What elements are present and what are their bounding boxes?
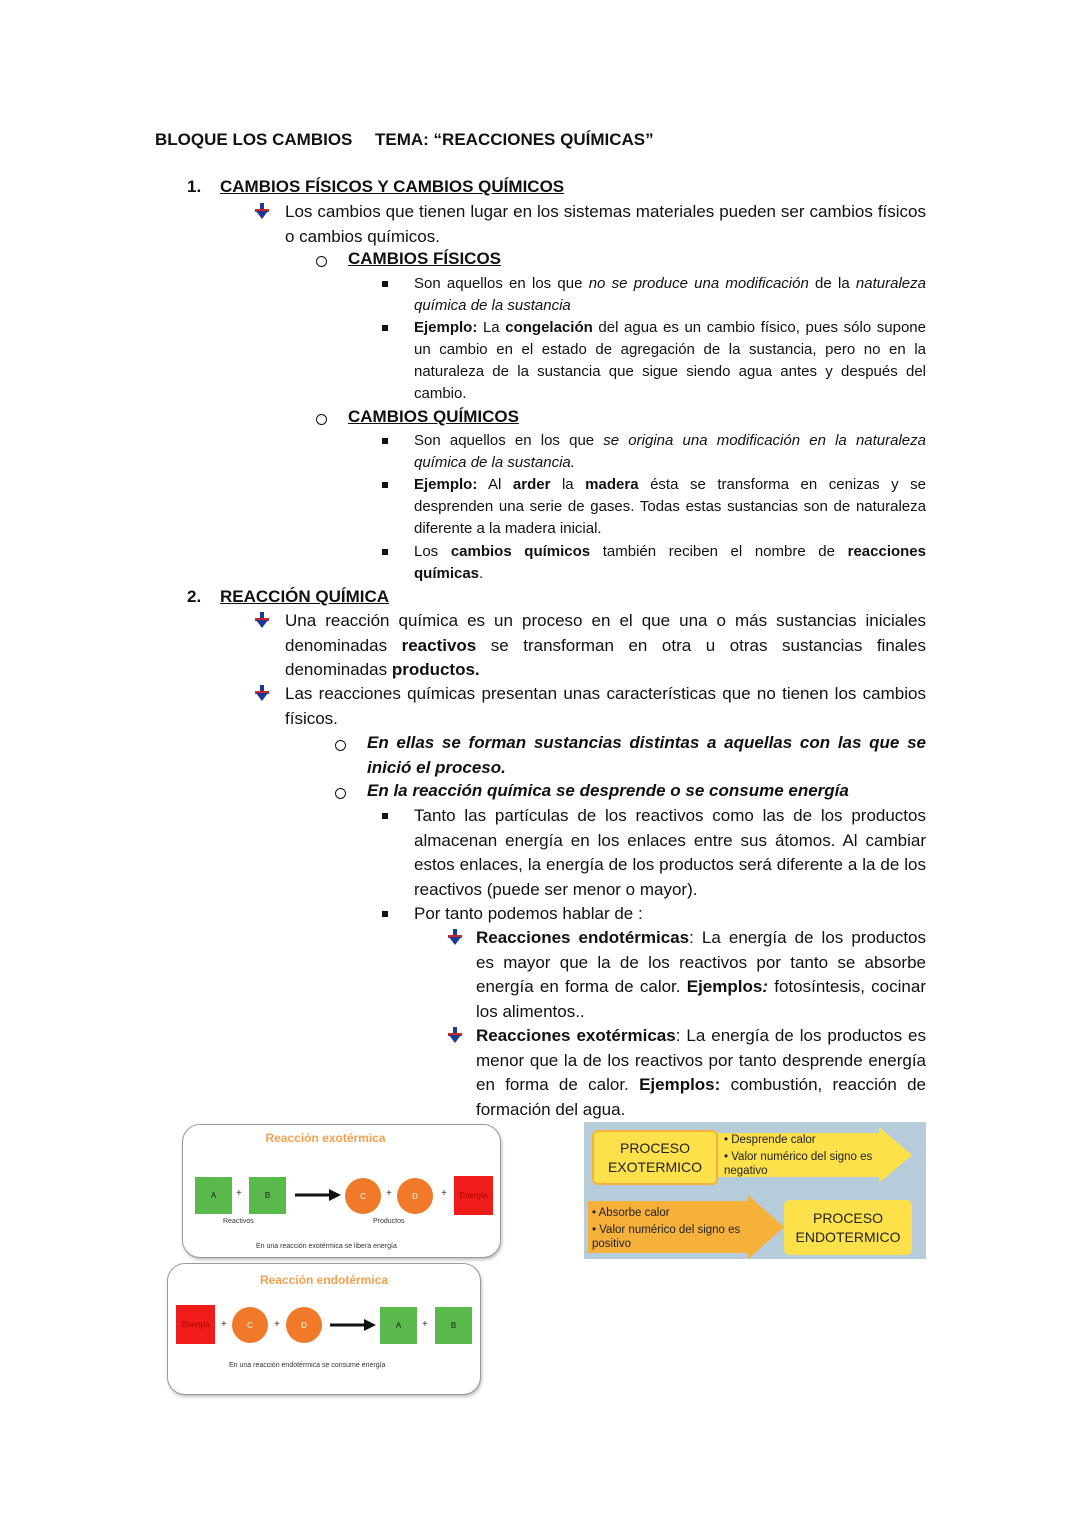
circle-bullet-icon bbox=[335, 740, 346, 751]
diagram-caption: En una reacción endotérmica se consume energía bbox=[229, 1362, 386, 1369]
square-bullet-icon bbox=[382, 325, 388, 331]
circle-bullet-icon bbox=[335, 788, 346, 799]
plus-sign: + bbox=[274, 1319, 280, 1330]
arrow-down-bullet-icon bbox=[446, 1026, 464, 1044]
chemical-changes-title: CAMBIOS QUÍMICOS bbox=[348, 407, 519, 426]
product-a: A bbox=[380, 1307, 417, 1344]
reaction-arrow-icon bbox=[295, 1189, 341, 1201]
endothermic-point-1: • Absorbe calor bbox=[592, 1207, 670, 1219]
reactant-b: B bbox=[249, 1177, 286, 1214]
characteristic-energy: En la reacción química se desprende o se consume energía bbox=[367, 781, 849, 800]
arrow-down-bullet-icon bbox=[253, 611, 271, 629]
endothermic-reaction-diagram bbox=[167, 1263, 481, 1395]
section2-number: 2. bbox=[187, 587, 202, 606]
arrow-down-bullet-icon bbox=[253, 684, 271, 702]
products-label: Productos bbox=[373, 1218, 405, 1225]
energy-types-intro: Por tanto podemos hablar de : bbox=[414, 904, 643, 923]
square-bullet-icon bbox=[382, 813, 388, 819]
exothermic-reaction-diagram bbox=[182, 1124, 501, 1258]
reactants-label: Reactivos bbox=[223, 1218, 254, 1225]
process-summary-panel bbox=[584, 1122, 926, 1259]
reactant-c: C bbox=[232, 1307, 268, 1343]
endothermic-process-label: PROCESO ENDOTERMICO bbox=[784, 1200, 912, 1255]
exothermic-point-1: • Desprende calor bbox=[724, 1134, 816, 1146]
endothermic-point-2: • Valor numérico del signo es positivo bbox=[592, 1224, 741, 1250]
arrow-down-bullet-icon bbox=[446, 928, 464, 946]
plus-sign: + bbox=[441, 1188, 447, 1199]
plus-sign: + bbox=[386, 1188, 392, 1199]
reaction-characteristics: Las reacciones químicas presentan unas características que no tienen los cambios físicos. bbox=[285, 684, 926, 728]
chemical-changes-note: Los cambios químicos también reciben el nombre de reacciones químicas. bbox=[414, 543, 926, 582]
endothermic-description: Reacciones endotérmicas: La energía de los productos es mayor que la de los reactivos por tanto se absorbe energía en forma de calor. Ejemplos: fotosíntesis, cocinar los alimentos.. bbox=[476, 928, 927, 1021]
exothermic-point-2: • Valor numérico del signo es negativo bbox=[724, 1151, 873, 1177]
square-bullet-icon bbox=[382, 482, 388, 488]
circle-bullet-icon bbox=[316, 256, 327, 267]
exothermic-description: Reacciones exotérmicas: La energía de los productos es menor que la de los reactivos por tanto desprende energía en forma de calor. Ejemplos: combustión, reacción de formación del agua. bbox=[476, 1026, 926, 1119]
reaction-arrow-icon bbox=[330, 1319, 376, 1331]
arrow-down-bullet-icon bbox=[253, 202, 271, 220]
header-block: BLOQUE LOS CAMBIOS bbox=[155, 130, 353, 149]
plus-sign: + bbox=[236, 1188, 242, 1199]
plus-sign: + bbox=[422, 1319, 428, 1330]
square-bullet-icon bbox=[382, 438, 388, 444]
plus-sign: + bbox=[221, 1319, 227, 1330]
physical-changes-example: Ejemplo: La congelación del agua es un cambio físico, pues sólo supone un cambio en el estado de agregación de la sustancia, pero no en la naturaleza de la sustancia que sigue siendo agua antes y después del cambio. bbox=[414, 319, 926, 402]
energy-explanation: Tanto las partículas de los reactivos como las de los productos almacenan energía en los enlaces entre sus átomos. Al cambiar estos enlaces, la energía de los productos será diferente a la de los reactivos (puede ser menor o mayor). bbox=[414, 806, 926, 899]
product-b: B bbox=[435, 1307, 472, 1344]
section1-intro: Los cambios que tienen lugar en los sistemas materiales pueden ser cambios físicos o cambios químicos. bbox=[285, 202, 926, 246]
characteristic-new-substances: En ellas se forman sustancias distintas a aquellas con las que se inició el proceso. bbox=[367, 733, 926, 777]
diagram-caption: En una reacción exotérmica se libera energía bbox=[256, 1243, 397, 1250]
exothermic-process-label: PROCESO EXOTERMICO bbox=[592, 1130, 718, 1185]
reactant-d: D bbox=[286, 1307, 322, 1343]
section1-title: CAMBIOS FÍSICOS Y CAMBIOS QUÍMICOS bbox=[220, 177, 565, 196]
diagram-title: Reacción endotérmica bbox=[259, 1273, 389, 1287]
section1-number: 1. bbox=[187, 177, 202, 196]
energy-block: Energía bbox=[176, 1305, 215, 1344]
reactant-a: A bbox=[195, 1177, 232, 1214]
circle-bullet-icon bbox=[316, 414, 327, 425]
square-bullet-icon bbox=[382, 911, 388, 917]
physical-changes-definition: Son aquellos en los que no se produce una modificación de la naturaleza química de la sustancia bbox=[414, 275, 926, 314]
chemical-changes-definition: Son aquellos en los que se origina una modificación en la naturaleza química de la sustancia. bbox=[414, 432, 926, 471]
diagram-title: Reacción exotérmica bbox=[265, 1131, 386, 1145]
product-c: C bbox=[345, 1178, 381, 1214]
header-topic: TEMA: “REACCIONES QUÍMICAS” bbox=[375, 130, 654, 149]
section2-title: REACCIÓN QUÍMICA bbox=[220, 587, 390, 606]
reaction-definition: Una reacción química es un proceso en el que una o más sustancias iniciales denominadas reactivos se transforman en otra u otras sustancias finales denominadas productos. bbox=[285, 611, 926, 679]
product-d: D bbox=[397, 1178, 433, 1214]
square-bullet-icon bbox=[382, 549, 388, 555]
square-bullet-icon bbox=[382, 281, 388, 287]
energy-block: Energía bbox=[454, 1176, 493, 1215]
physical-changes-title: CAMBIOS FÍSICOS bbox=[348, 249, 502, 268]
chemical-changes-example: Ejemplo: Al arder la madera ésta se transforma en cenizas y se desprenden una serie de gases. Todas estas sustancias son de naturaleza diferente a la madera inicial. bbox=[414, 476, 926, 537]
